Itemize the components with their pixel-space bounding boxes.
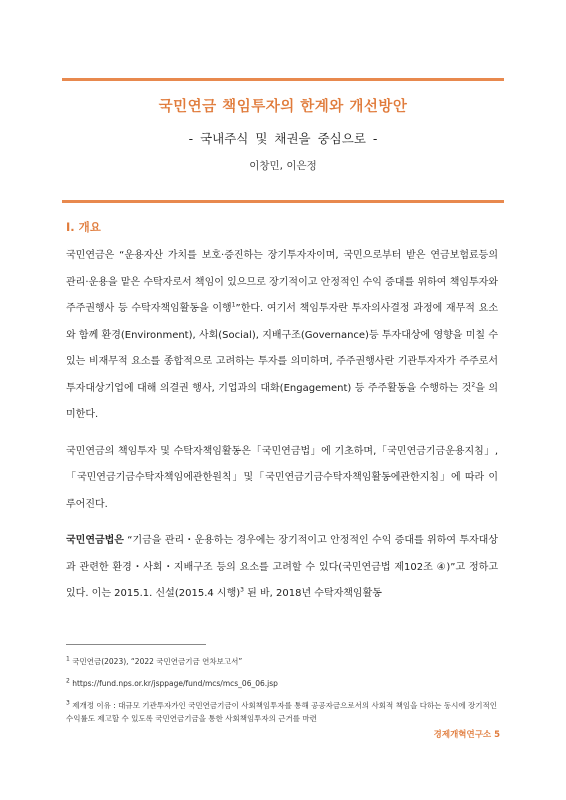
top-divider <box>62 78 504 81</box>
footnote-ref-1: 1 <box>231 301 236 309</box>
footnote-3 <box>66 699 498 725</box>
footnote-3-text: 제개정 이유 : 대규모 기관투자가인 국민연금기금이 사회책임투자를 통해 공공자금으로서의 사회적 책임을 다하는 동시에 장기적인 수익률도 제고할 수 있도록 국민연금기금을 통한 사회책임투자의 근거를 마련 <box>66 701 497 723</box>
footnote-divider <box>66 644 206 645</box>
footnotes <box>66 655 498 734</box>
authors: 이창민, 이은정 <box>249 160 317 172</box>
paragraph-3-text-a: “기금을 관리・운용하는 경우에는 장기적이고 안정적인 수익 증대를 위하여 투자대상과 관련한 환경・사회・지배구조 등의 요소를 고려할 수 있다(국민연금법 제102조 ④)”고 정하고 있다. 이는 2015.1. 신설(2015.4 시행) <box>66 535 498 599</box>
paragraph-1 <box>66 243 498 429</box>
paragraph-3-text-b: 된 바, 2018년 수탁자책임활동 <box>243 588 382 599</box>
footnote-2 <box>66 677 498 690</box>
page-title: 국민연금 책임투자의 한계와 개선방안 <box>158 99 408 115</box>
footnote-3-number: 3 <box>66 699 70 707</box>
paragraph-3-bold: 국민연금법은 <box>66 535 124 546</box>
page-footer: 경제개혁연구소 5 <box>433 730 500 740</box>
paragraph-1-text-a: 국민연금은 “운용자산 가치를 보호·증진하는 장기투자자이며, 국민으로부터 받은 연금보험료등의 관리·운용을 맡은 수탁자로서 책임이 있으므로 장기적이고 안정적인 수익 증대를 위하여 책임투자와 주주권행사 등 수탁자책임활동을 이행 <box>66 250 498 314</box>
paragraph-1-text-c: 을 의미한다. <box>66 382 499 420</box>
body-text <box>66 243 498 618</box>
paragraph-3 <box>66 528 498 608</box>
footnote-ref-2: 2 <box>471 381 476 389</box>
footnote-1-text: 국민연금(2023), “2022 국민연금기금 연차보고서” <box>72 657 243 666</box>
paragraph-1-text-b: ”한다. 여기서 책임투자란 투자의사결정 과정에 재무적 요소와 함께 환경(Environment), 사회(Social), 지배구조(Governance)등 투자대상에 영향을 미칠 수 있는 비재무적 요소를 종합적으로 고려하는 투자를 의미하며, 주주권행사란 기관투자자가 주주로서 투자대상기업에 대해 의결권 행사, 기업과의 대화(Engagement) 등 주주활동을 수행하는 것 <box>66 303 498 394</box>
footnote-1 <box>66 655 498 668</box>
footnote-2-link[interactable]: https://fund.nps.or.kr/jsppage/fund/mcs/mcs_06_06.jsp <box>72 679 278 688</box>
footnote-2-number: 2 <box>66 677 70 685</box>
section-heading: Ⅰ. 개요 <box>66 220 101 234</box>
bottom-divider <box>62 200 504 203</box>
paragraph-2: 국민연금의 책임투자 및 수탁자책임활동은「국민연금법」에 기초하며,「국민연금기금운용지침」,「국민연금기금수탁자책임에관한원칙」및「국민연금기금수탁자책임활동에관한지침」에 따라 이루어진다. <box>66 445 498 510</box>
footnote-ref-3: 3 <box>240 586 244 594</box>
page-subtitle: - 국내주식 및 채권을 중심으로 - <box>188 131 378 146</box>
footnote-1-number: 1 <box>66 655 70 663</box>
